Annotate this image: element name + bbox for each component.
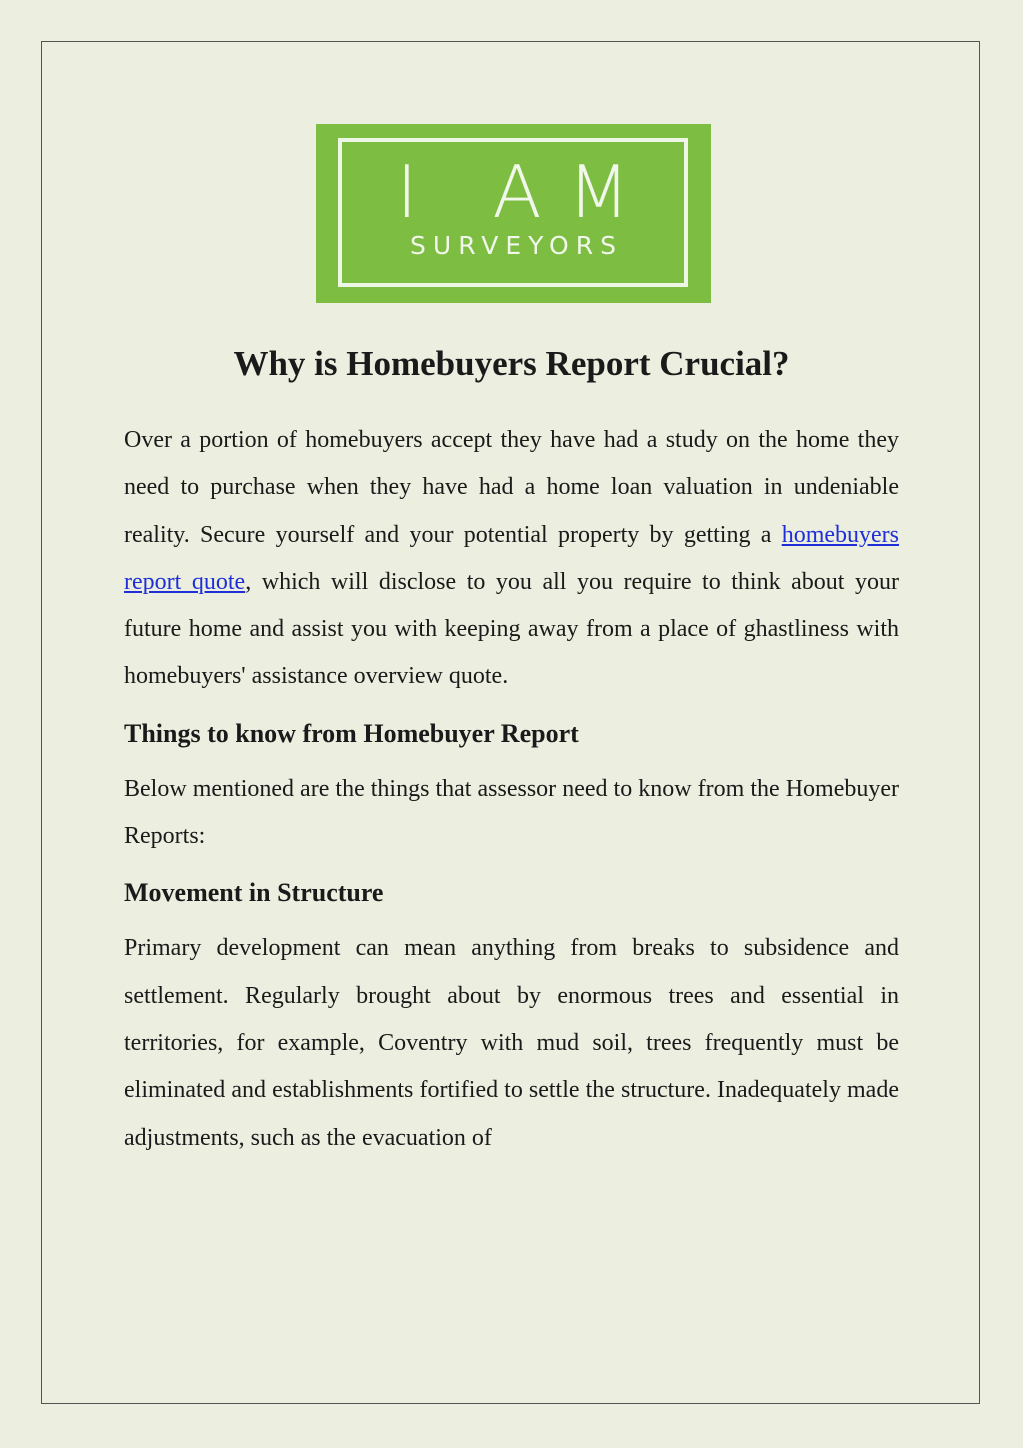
section-paragraph-movement-in-structure: Primary development can mean anything from breaks to subsidence and settlement. Regularly brought about by enormous trees and essential in territories, for example, Coventry with mud soil, trees frequently must be eliminated and establishments fortified to settle the structure. Inadequately made adjustments, such as the evacuation of xyxy=(124,935,899,1151)
company-logo xyxy=(316,124,711,303)
document-body xyxy=(124,417,899,1162)
section-paragraph-things-to-know: Below mentioned are the things that assessor need to know from the Homebuyer Reports: xyxy=(124,775,899,850)
section-heading-things-to-know: Things to know from Homebuyer Report xyxy=(124,718,579,748)
intro-text-after-link: , which will disclose to you all you require to think about your future home and assist you with keeping away from a place of ghastliness with homebuyers' assistance overview quote. xyxy=(124,568,900,690)
homebuyers-report-quote-link[interactable]: homebuyers report quote xyxy=(124,521,899,595)
intro-paragraph xyxy=(124,417,899,701)
logo-frame xyxy=(338,138,688,287)
logo-sub-text: SURVEYORS xyxy=(410,231,623,260)
logo-main-text: I AM xyxy=(396,150,656,234)
section-heading-movement-in-structure: Movement in Structure xyxy=(124,878,384,908)
document-title: Why is Homebuyers Report Crucial? xyxy=(233,344,790,383)
intro-text-before-link: Over a portion of homebuyers accept they have had a study on the home they need to purchase when they have had a home loan valuation in undeniable reality. Secure yourself and your potential property by getting a xyxy=(124,427,899,548)
